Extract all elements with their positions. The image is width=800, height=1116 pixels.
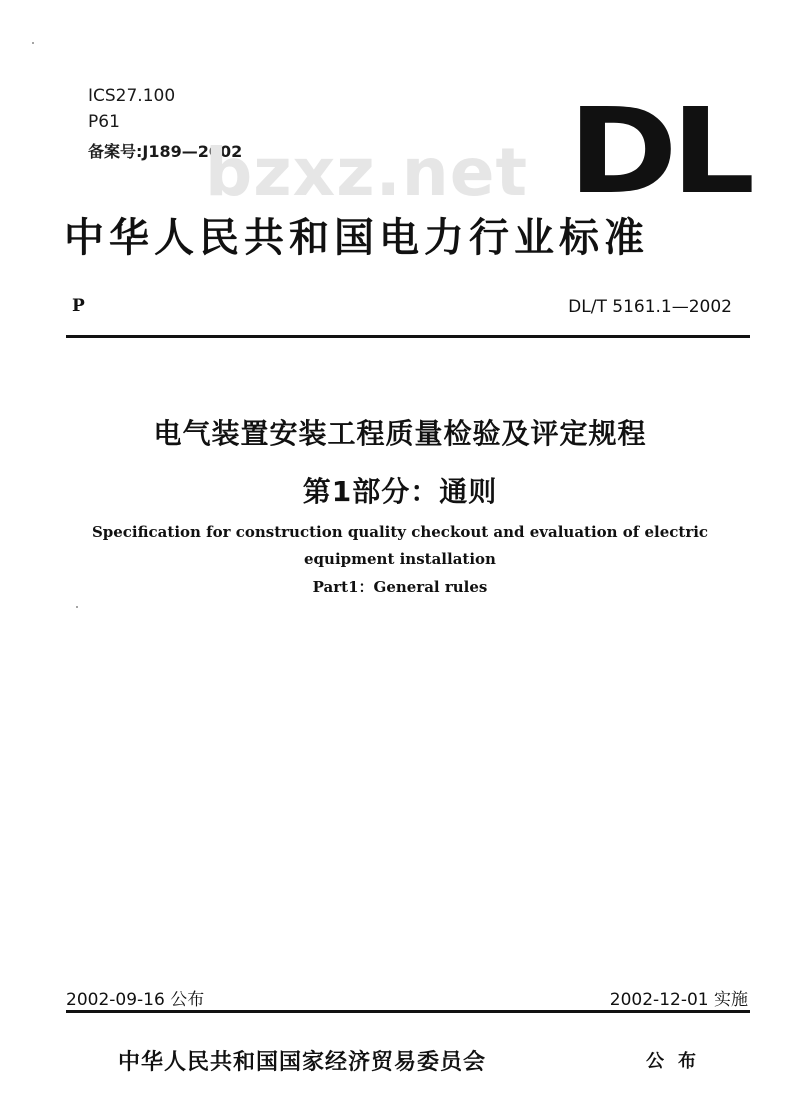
document-title-en-line3: Part1：General rules [312,578,488,596]
watermark: bzxz.net [205,134,529,211]
document-title-en-line2: equipment installation [304,550,496,568]
document-title-cn: 电气装置安装工程质量检验及评定规程 [153,417,647,450]
publisher: 中华人民共和国国家经济贸易委员会 [118,1049,487,1075]
dl-logo: DL [568,82,749,220]
class-code: P [72,296,85,316]
effective-date: 2002-12-01 实施 [609,990,748,1010]
document-subtitle-cn: 第1部分：通则 [302,475,498,508]
issue-date: 2002-09-16 公布 [66,990,205,1010]
footer-divider [66,1010,750,1013]
scan-speck [32,42,34,44]
industry-standard-title: 中华人民共和国电力行业标准 [64,214,649,261]
classification-code: P61 [88,112,120,132]
scan-speck [76,606,78,608]
document-title-en-line1: Specification for construction quality checkout and evaluation of electric [91,523,709,541]
record-number: 备案号:J189—2002 [88,142,243,161]
publish-label: 公布 [646,1051,710,1072]
standard-number: DL/T 5161.1—2002 [568,297,732,317]
header-divider [66,335,750,338]
ics-code: ICS27.100 [88,86,176,106]
